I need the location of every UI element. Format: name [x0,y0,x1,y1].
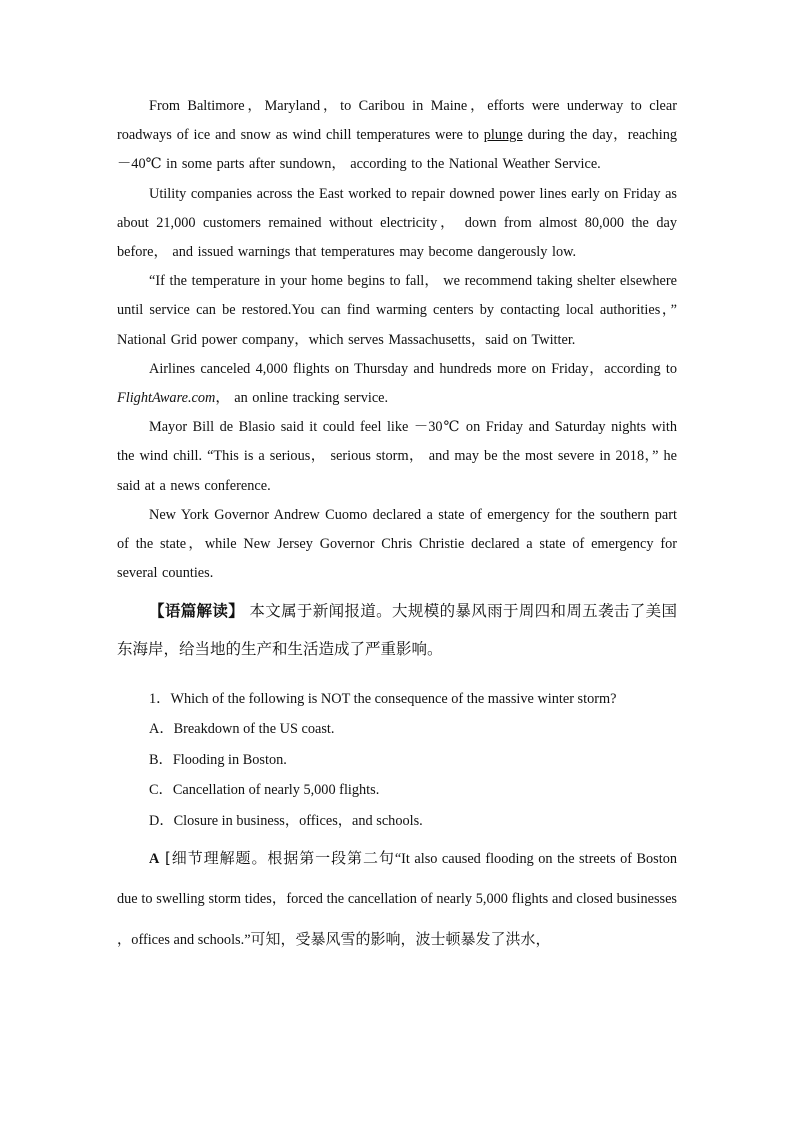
paragraph-2: Utility companies across the East worked to repair downed power lines early on Friday as about 21,000 customers remained without electricity， down from almost 80,000 the day before， and issued warnings that temperatures may become dangerously low. [117,185,677,261]
paragraph-3: “If the temperature in your home begins to fall， we recommend taking shelter elsewhere until service can be restored.You can find warming centers by contacting local authorities，” National Grid power company，which serves Massachusetts，said on Twitter. [117,273,677,348]
answer-tail: 可知，受暴风雪的影响，波士顿暴发了洪水， [250,930,551,949]
document-page [117,92,677,975]
analysis-text: 本文属于新闻报道。大规模的暴风雨于周四和周五袭击了美国东海岸，给当地的生产和生活造成了严重影响。 [117,602,677,659]
option-d: D．Closure in business，offices，and schools. [149,812,423,829]
paragraph-4-part-a: Airlines canceled 4,000 flights on Thursday and hundreds more on Friday，according to [149,360,677,377]
answer-letter: A [149,851,160,868]
answer-explanation [117,838,677,960]
analysis-tag: 【语篇解读】 [149,602,245,621]
paragraph-4 [117,355,677,413]
paragraph-1-part-a: From Baltimore，Maryland，to Caribou in Maine，efforts were underway to clear roadways of ice and snow as wind chill temperatures were to [117,98,677,144]
paragraph-5: Mayor Bill de Blasio said it could feel like －30℃ on Friday and Saturday nights with the wind chill. “This is a serious， serious storm， and may be the most severe in 2018，” he said at a news conference. [117,419,677,494]
flightaware-site-name: FlightAware.com [117,390,216,407]
option-c: C．Cancellation of nearly 5,000 flights. [149,782,380,799]
paragraph-1 [117,92,677,180]
underlined-word-plunge: plunge [483,127,523,144]
question-1 [117,684,677,837]
answer-bracket-text: [细节理解题。根据第一段第二句 [159,849,395,868]
paragraph-6: New York Governor Andrew Cuomo declared a state of emergency for the southern part of the state，while New Jersey Governor Chris Christie declared a state of emergency for several counties. [117,506,677,582]
option-a: A．Breakdown of the US coast. [149,721,335,738]
answer-quote: “It also caused flooding on the streets of Boston due to swelling storm tides，forced the cancellation of nearly 5,000 flights and closed businesses ，offices and schools.” [117,851,678,949]
option-b: B．Flooding in Boston. [149,751,287,768]
passage-analysis [117,592,677,668]
paragraph-1-part-b: during the day，reaching －40℃ in some parts after sundown， according to the National Weather Service. [117,127,677,173]
paragraph-4-part-b: ， an online tracking service. [215,390,389,407]
question-stem: 1．Which of the following is NOT the consequence of the massive winter storm? [149,690,617,707]
